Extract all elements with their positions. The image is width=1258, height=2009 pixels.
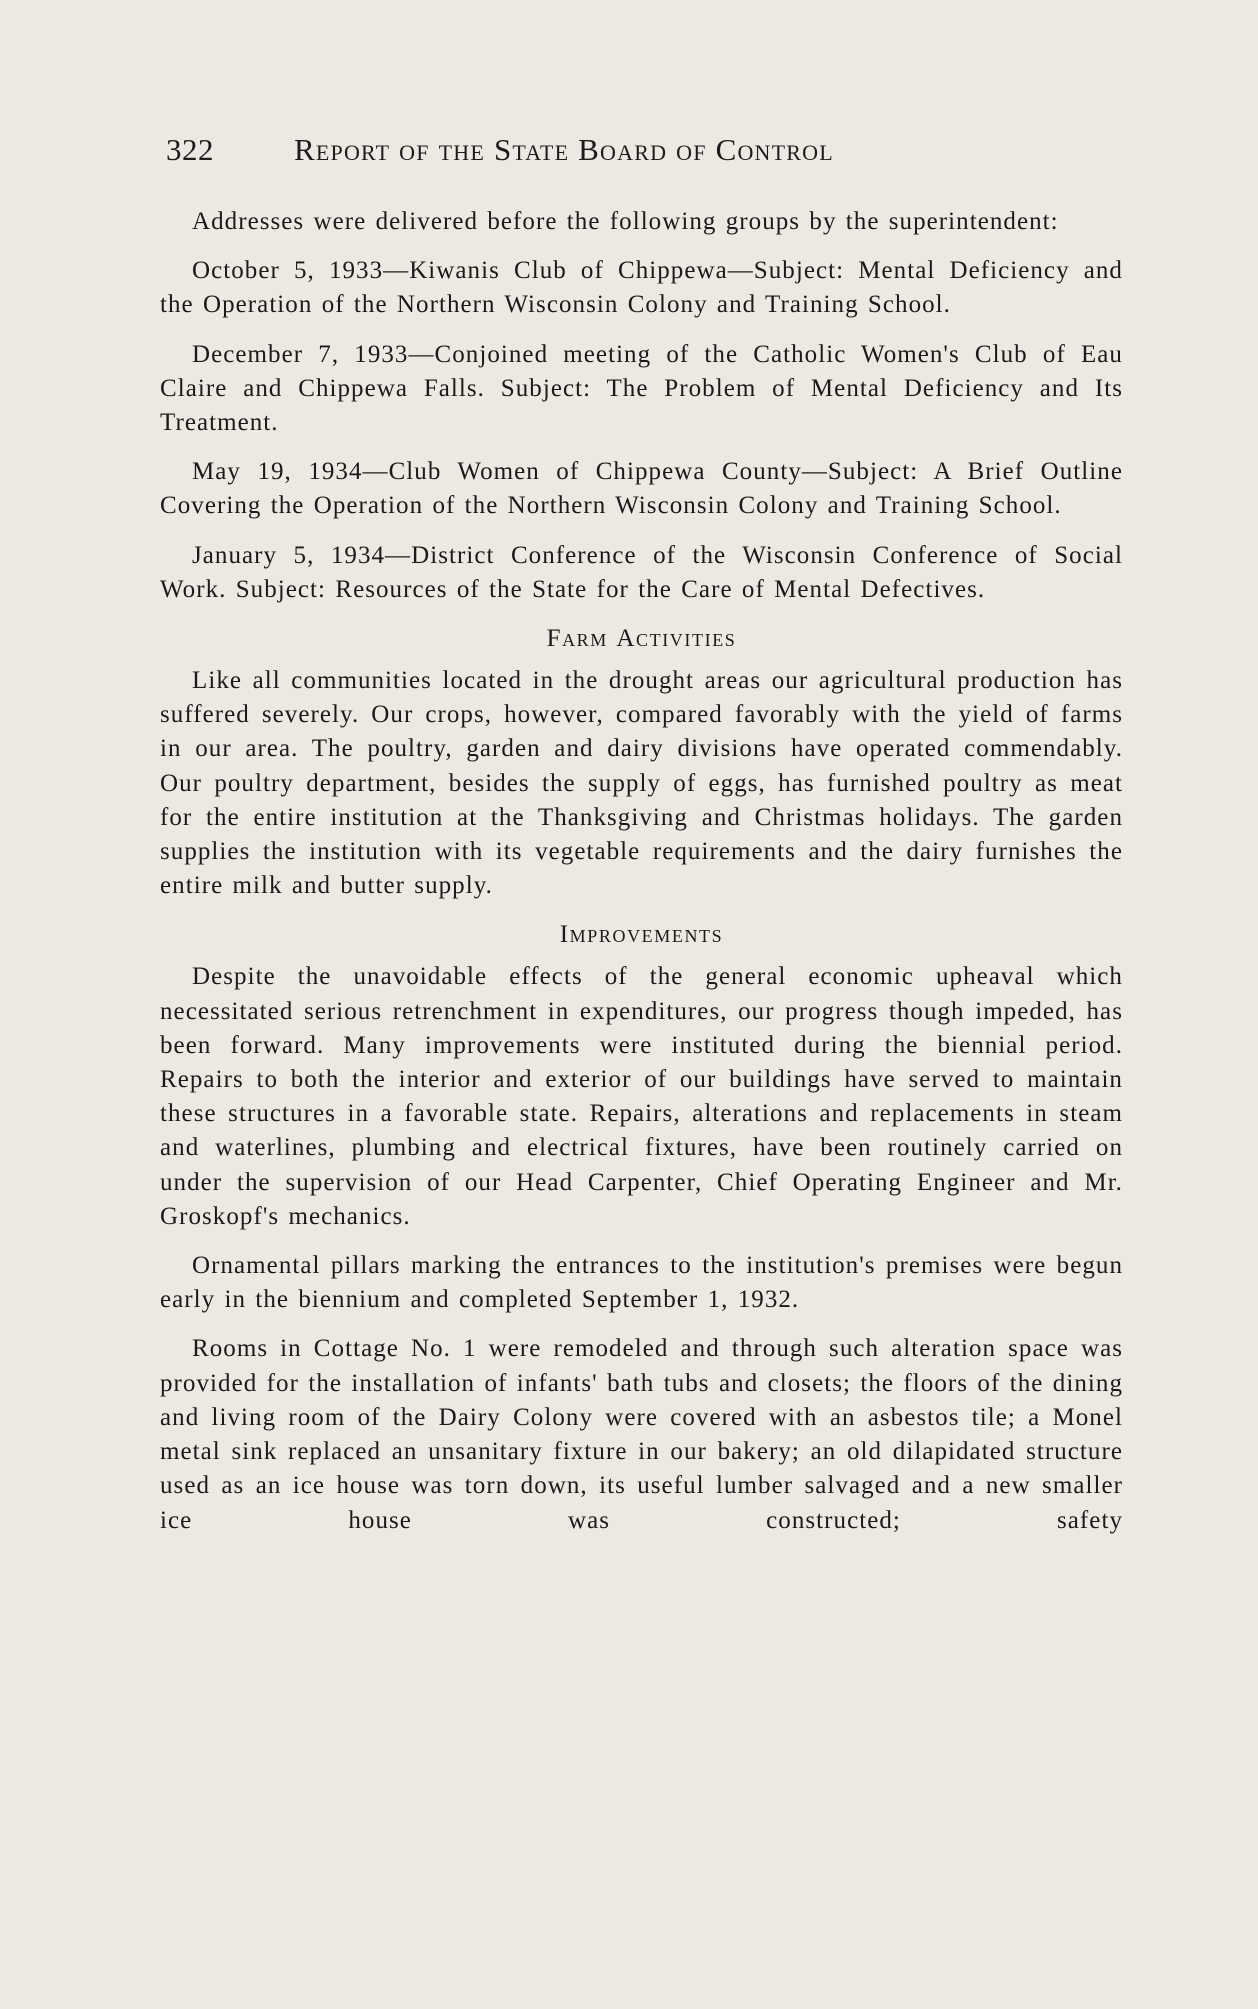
farm-activities-paragraph: Like all communities located in the drought areas our agricultural production has suffered severely. Our crops, however, compared favorably with the yield of farms in our area. The poultry, garden and dairy divisions have operated commendably. Our poultry department, besides the supply of eggs, has furnished poultry as meat for the entire institution at the Thanksgiving and Christmas holidays. The garden supplies the institution with its vegetable requirements and the dairy furnishes the entire milk and butter supply. bbox=[160, 667, 1123, 900]
page-header bbox=[166, 132, 1126, 182]
running-head: Report of the State Board of Control bbox=[294, 132, 834, 167]
improvements-heading: Improvements bbox=[559, 921, 724, 949]
address-item: December 7, 1933—Conjoined meeting of the Catholic Women's Club of Eau Claire and Chippewa Falls. Subject: The Problem of Mental Deficiency and Its Treatment. bbox=[160, 340, 1123, 437]
address-item: October 5, 1933—Kiwanis Club of Chippewa—Subject: Mental Deficiency and the Operation of the Northern Wisconsin Colony and Training School. bbox=[160, 257, 1123, 319]
page-body bbox=[160, 205, 1123, 1553]
improvements-paragraph: Ornamental pillars marking the entrances to the institution's premises were begun early in the biennium and completed September 1, 1932. bbox=[160, 1252, 1123, 1314]
improvements-paragraph: Rooms in Cottage No. 1 were remodeled and through such alteration space was provided for the installation of infants' bath tubs and closets; the floors of the dining and living room of the Dairy Colony were covered with an asbestos tile; a Monel metal sink replaced an unsanitary fixture in our bakery; an old dilapidated structure used as an ice house was torn down, its useful lumber salvaged and a new smaller ice house was constructed; safety bbox=[160, 1335, 1123, 1534]
farm-activities-heading: Farm Activities bbox=[546, 625, 737, 653]
intro-paragraph: Addresses were delivered before the following groups by the superintendent: bbox=[192, 208, 1059, 235]
page-number: 322 bbox=[166, 132, 214, 167]
address-item: January 5, 1934—District Conference of the Wisconsin Conference of Social Work. Subject: Resources of the State for the Care of Mental Defectives. bbox=[160, 541, 1123, 603]
improvements-paragraph: Despite the unavoidable effects of the general economic upheaval which necessitated serious retrenchment in expenditures, our progress though impeded, has been forward. Many improvements were instituted during the biennial period. Repairs to both the interior and exterior of our buildings have served to maintain these structures in a favorable state. Repairs, alterations and replacements in steam and waterlines, plumbing and electrical fixtures, have been routinely carried on under the supervision of our Head Carpenter, Chief Operating Engineer and Mr. Groskopf's mechanics. bbox=[160, 963, 1123, 1230]
address-item: May 19, 1934—Club Women of Chippewa County—Subject: A Brief Outline Covering the Operation of the Northern Wisconsin Colony and Training School. bbox=[160, 458, 1123, 520]
